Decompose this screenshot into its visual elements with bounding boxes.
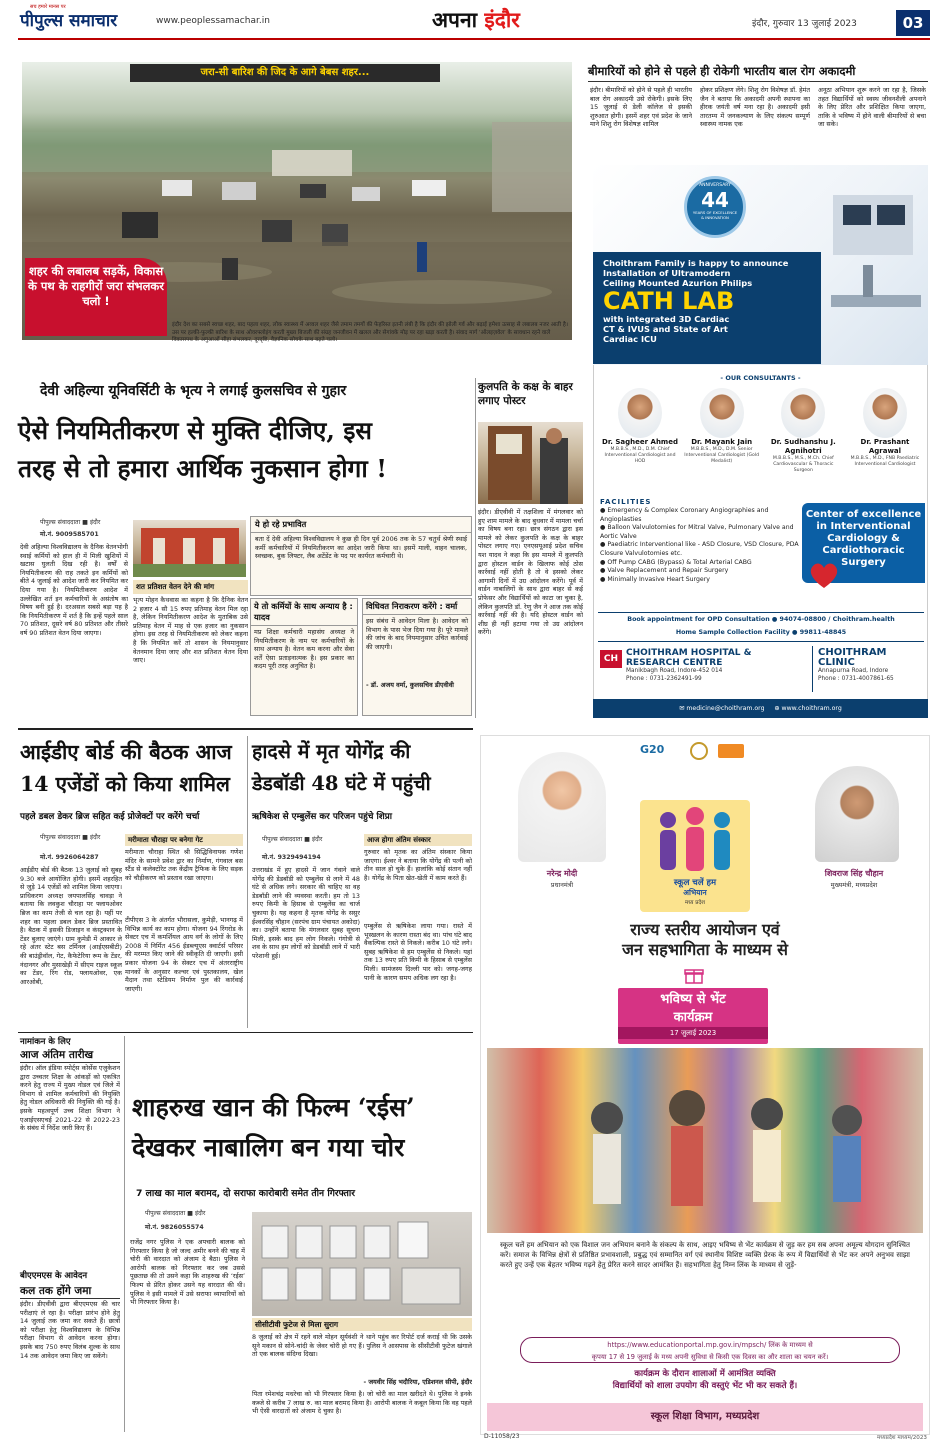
center-of-excellence-badge: Center of excellence in Interventional Cardiology & Cardiothoracic Surgery [802, 503, 925, 583]
heart-icon [808, 560, 840, 590]
facility-item: ● Paediatric Interventional like - ASD Closure, VSD Closure, PDA Closure Valvulotomies etc. [600, 541, 799, 557]
pm-name: नरेन्द्र मोदी [546, 869, 578, 878]
davv-subhead: शत प्रतिशत वेतन देने की मांग [133, 580, 248, 594]
education-portal-link[interactable]: https://www.educationportal.mp.gov.in/mpsch/ लिंक के माध्यम से कृपया 17 से 19 जुलाई के मध्य अपनी सुविधा से किसी एक दिवस का और शाला का चयन करें। [520, 1337, 900, 1363]
consultants-row [600, 388, 925, 494]
doctor-card[interactable] [845, 388, 925, 494]
poster-sidebar-title[interactable]: कुलपति के कक्ष के बाहर लगाए पोस्टर [478, 381, 573, 407]
section-title: अपना इंदौर [432, 7, 520, 32]
raees-sub-body: 8 जुलाई को क्षेत्र में रहने वाले मोहन सूर्यवंशी ने थाने पहुंच कर रिपोर्ट दर्ज कराई थी कि उसके सूने मकान से सोने-चांदी के जेवर चोरी हो गए हैं। पुलिस ने आसपास के सीसीटीवी फुटेज खंगाले तो एक बालक संदिग्ध दिखा। [252, 1333, 472, 1359]
poster-photo [478, 422, 583, 504]
facility-item: ● Off Pump CABG (Bypass) & Total Arterial CABG [600, 558, 752, 566]
ad-email[interactable]: medicine@choithram.org [686, 705, 765, 712]
govt-ad-body: स्कूल चलें हम अभियान को एक विशाल जन अभियान बनाने के संकल्प के साथ, आइए भविष्य से भेंट कार्यक्रम से जुड़ कर हम सब अपना अमूल्य योगदान सुनिश्चित करें। समाज के विभिन्न क्षेत्रों से प्रतिष्ठित प्रभावशाली, प्रबुद्ध एवं सम्मानित वर्ग एवं स्थानीय विशिष्ट व्यक्ति प्रेरक के रूप में विद्यार्थियों से भेंट कर अपने अनुभव साझा करते हुए उन्हें एक बेहतर भविष्य गढ़ने हेतु प्रेरित करने सादर आमंत्रित हैं। सहभागिता हेतु निम्न लिंक के माध्यम से जुड़ें- [500, 1241, 910, 1269]
facility-item: ● Emergency & Complex Coronary Angiographies and Angioplasties [600, 507, 769, 523]
yogendra-deck: ऋषिकेश से एम्बुलेंस कर परिजन पहुंचे शिप्रा [252, 812, 393, 822]
section-rule [18, 1032, 473, 1033]
poster-sidebar-body: इंदौर। डीएवीवी में तक्षशिला में मंगलवार को हुए शाम मामले के बाद बुधवार में मामला चर्चा का विषय बना रहा। छात्र संगठन द्वारा इस मामले को लेकर कुलपति के कक्ष के बाहर पोस्टर लगाए गए। एनएसयूआई प्रदेश सचिव यश यादव ने कहा कि इस मामले में कुलपति द्वारा होस्टल वार्डन के खिलाफ कोई ठोस कार्रवाई नहीं होती है तो वे इसको लेकर आगामी दिनों में उग्र आंदोलन करेंगे। पूर्व में वार्डन नाबालिगों के साथ द्वारा बाहर से कई प्रोफेसर और विद्यार्थियों को काटा जा चुका है, लेकिन कुलपति डॉ. रेणु जैन ने आज तक कोई कार्रवाई नहीं की है। यदि होस्टल वार्डन को शीघ्र ही नहीं हटाया गया तो उग्र आंदोलन करेंगे। [478, 508, 583, 637]
raees-deck: 7 लाख का माल बरामद, दो सराफा कारोबारी समेत तीन गिरफ्तार [136, 1188, 355, 1199]
ida-subhead: मरीमाता चौराहा पर बनेगा गेट [125, 834, 243, 846]
yogendra-body: उत्तराखंड में हुए हादसे में जान गंवाने वाले योगेंद्र की डेडबॉडी को एम्बुलेंस से लाने में 48 घंटे से अधिक लगे। सरकार की चाहिए था वह डेडबॉडी लाने की व्यवस्था करती। हम तो 13 रुपए किमी के हिसाब से एम्बुलेंस का चार्ज चुकाया है। यह कहना है मृतक योगेंद्र के ससुर ईश्वरसिंह चौहान (सरपंच ग्राम पंचायत अकोदा) का। उन्होंने बताया कि मंगलवार सुबह सूचना मिली, इसके बाद हम लोग निकले। गंगोत्री से शव के साथ हम लोगों को डेडबॉडी लाने में भारी परेशानी हुई। [252, 866, 360, 960]
website-link[interactable]: www.peoplessamachar.in [156, 16, 270, 26]
mp-emblem-icon [690, 742, 708, 760]
ch-logo-icon: CH [600, 650, 622, 668]
doctor-name: Dr. Sagheer Ahmed [602, 438, 678, 446]
health-brief-title-wrap [588, 62, 928, 82]
appointment-bar[interactable]: Book appointment for OPD Consultation ● 94074-08800 / Choithram.health Home Sample Collection Facility ● 99811-48845 [598, 612, 924, 642]
health-brief-col1: इंदौर। बीमारियों को होने से पहले ही भारतीय बाल रोग अकादमी उसे रोकेगी। इसके लिए 15 जुलाई से डेली कॉलेज से इसकी शुरुआत होगी। इसमें शहर एवं प्रदेश के जाने माने शिशु रोग विशेषज्ञ शामिल [590, 86, 692, 129]
school-education-dept-band: स्कूल शिक्षा विभाग, मध्यप्रदेश [487, 1403, 923, 1431]
raees-byline: पीपुल्स संवाददाता ■ इंदौर [145, 1210, 206, 1217]
bams-body: इंदौर। डीएवीवी द्वारा बीएएमएस की चार परीक्षाएं ले रहा है। परीक्षा प्रारंभ होने हेतु 14 जुलाई तक जमा कर सकते हैं। छात्रों को परीक्षा हेतु विश्वविद्यालय के विभिन्न परीक्षा विभाग से आवेदन करना होगा। इसके बाद 750 रुपए विलंब शुल्क के साथ 14 तक आवेदन जमा किए जा सकेंगे। [20, 1300, 120, 1360]
yogendra-body-2: एम्बुलेंस से ऋषिकेश लाया गया। रास्ते में भूस्खलन के कारण रास्ता बंद था। पांच घंटे बाद वैकल्पिक रास्ते से निकले। करीब 10 घंटे लगे। सुबह ऋषिकेश से हम एम्बुलेंस से निकले। यहां तक 13 रुपए प्रति किमी के हिसाब से एम्बुलेंस मिली। सामंजस्य दिल्ली पार को। जगह-जगह पानी के कारण समय अधिक लग रहा है। [364, 922, 472, 982]
facilities-list [600, 497, 800, 584]
facility-item: ● Balloon Valvulotomies for Mitral Valve, Pulmonary Valve and Aortic Valve [600, 524, 794, 540]
g20-logo: G20 [640, 743, 665, 756]
cm-name: शिवराज सिंह चौहान [824, 869, 884, 878]
ida-byline: पीपुल्स संवाददाता ■ इंदौर [40, 834, 101, 841]
abhiyan-logo: स्कूल चलें हम अभियान मध्य प्रदेश [640, 800, 750, 912]
nomination-kicker: नामांकन के लिए [20, 1037, 71, 1047]
bams-title[interactable]: कल तक होंगे जमा [20, 1284, 120, 1299]
doctor-degree: M.B.B.S., M.D., D.M. Senior Interventional Cardiologist (Gold Medalist) [684, 447, 760, 464]
doctor-photo [618, 388, 662, 438]
brand-logo[interactable]: पीपुल्स समाचार [20, 11, 118, 31]
column-divider [475, 378, 476, 718]
seized-goods-photo [252, 1212, 472, 1316]
davv-sub-body: भृत्य मोहन कैथवास का कहना है कि दैनिक वेतन 2 हजार 4 सौ 15 रुपए प्रतिमाह वेतन मिल रहा है, लेकिन नियमितीकरण आदेश के मुताबिक उसे प्रतिमाह वेतन में माह से एक हजार का नुकसान होगा। इस तरह से नियमितीकरण को लेकर कहना है कि नियमित करें तो शासन के नियमानुसार वेतनमान दिया जाए और शत प्रतिशत वेतन दिया जाए। [133, 596, 248, 665]
ida-mobile: मो.नं. 9926064287 [40, 854, 99, 861]
doctor-card[interactable] [682, 388, 762, 494]
davv-headline[interactable]: ऐसे नियमितीकरण से मुक्ति दीजिए, इस तरह से तो हमारा आर्थिक नुकसान होगा ! [18, 416, 387, 483]
facility-item: ● Minimally Invasive Heart Surgery [600, 575, 710, 583]
yogendra-headline[interactable]: हादसे में मृत योगेंद्र की डेडबॉडी 48 घंटे में पहुंची [252, 740, 431, 795]
davv-byline: पीपुल्स संवाददाता ■ इंदौर [40, 519, 101, 526]
doctor-card[interactable] [600, 388, 680, 494]
ad-contact-footer[interactable]: ✉ medicine@choithram.org ⊕ www.choithram.org [593, 699, 928, 718]
pm-title: प्रधानमंत्री [550, 881, 574, 889]
nomination-body: इंदौर। ऑल इंडिया स्पोर्ट्स कोर्सेस एजुकेशन द्वारा उच्चतर शिक्षा के आंकड़ों को एकत्रित करने हेतु राज्य में मुख्य नोडल एवं जिले में विभाग से शामिल कर्मचारियों की नियुक्ति हेतु नोडल अधिकारी की नियुक्ति की गई है। इसके महत्वपूर्ण उच्च शिक्षा विभाग ने एआईएसएचई 2021-22 से 2022-23 के संबंध में निर्देश जारी किए हैं। [20, 1064, 120, 1133]
yogendra-subhead: आज होगा अंतिम संस्कार [364, 834, 472, 846]
davv-mobile: मो.नं. 9009585701 [40, 531, 99, 538]
ida-sub-body: मरीमाता चौराहा स्थित श्री सिद्धिविनायक गणेश मंदिर के सामने प्रवेश द्वार का निर्माण, गंगवाल बस स्टैंड से कलेक्टोरेट तक केंद्रीय ट्रैफिक के लिए सड़क को चौड़ीकरण को प्रस्ताव रखा जाएगा। [125, 848, 243, 882]
ad-website[interactable]: www.choithram.org [781, 705, 842, 712]
azadi-logo-icon [718, 744, 744, 758]
ad-credit: मध्यप्रदेश माध्यम/2023 [876, 1435, 927, 1441]
doctor-name: Dr. Mayank Jain [691, 438, 753, 446]
column-divider [247, 736, 248, 1028]
cm-portrait [815, 766, 899, 862]
affected-box: ये हो रहे प्रभावित बता दें देवी अहिल्या विश्वविद्यालय ने कुछ ही दिन पूर्व 2006 तक के 57 चतुर्थ श्रेणी स्थाई कर्मी कर्मचारियों में नियमितीकरण का आदेश जारी किया था। इसमें माली, वाहन चालक, स्वच्छक, बुक लिफ्टर, लैब अटेंडेंट के पद पर कार्यरत कर्मचारी थे। [250, 516, 472, 596]
davv-kicker: देवी अहिल्या यूनिवर्सिटी के भृत्य ने लगाई कुलसचिव से गुहार [40, 383, 347, 399]
raees-mobile: मो.नं. 9826055574 [145, 1224, 204, 1231]
health-brief-title[interactable]: बीमारियों को होने से पहले ही रोकेगी भारतीय बाल रोग अकादमी [588, 64, 856, 78]
ida-body: आईडीए बोर्ड की बैठक 13 जुलाई को सुबह 9.30 बजे आयोजित होगी। इसमें शहरहित से जुड़े 14 एजेंडों को शामिल किया जाएगा। प्राधिकरण अध्यक्ष जयपालसिंह चावड़ा ने बताया कि लवकुश चौराहा पर फ्लायओवर ब्रिज का काम तेजी से चल रहा है। यहीं पर शहर का पहला डबल डेकर ब्रिज प्रस्तावित है। बैठक में इसकी डिजाइन व कंस्ट्रक्शन के टेंडर बुलाए जाएंगे। ग्राम कुमेडी में आकार ले रहे अंतर स्टेट बस टर्मिनल (आईएसबीटी) की बाउंड्रीवॉल, गेट, कैफेटेरिया रूम के टेंडर, नंदानगर और मुसाखेड़ी में सीएम राइज स्कूल का टेंडर, रिंग रोड, फ्लायओवर, एक आरओबी, [20, 866, 122, 986]
brand-tagline: सच हमारे मानस पर [30, 4, 66, 10]
ida-headline[interactable]: आईडीए बोर्ड की बैठक आज 14 एजेंडों को किया शामिल [20, 740, 232, 796]
ad-code: D-11058/23 [484, 1433, 520, 1440]
facilities-title: FACILITIES [600, 498, 652, 506]
raees-col2: पिता रमेशचंद्र मधरेचा को भी गिरफ्तार किया है। जो चोरी का माल खरीदते थे। पुलिस ने इनके कब्जे से करीब 7 लाख रु. का माल बरामद किया है। आरोपी बालक ने कबूल किया कि वह पहले भी ऐसी वारदातों को अंजाम दे चुका है। [252, 1390, 472, 1416]
photo-callout: शहर की लबालब सड़कें, विकास के पथ के राहगीरों जरा संभलकर चलो ! [25, 258, 167, 336]
section-rule [18, 728, 473, 730]
clinic-address-block: CHOITHRAM CLINIC Annapurna Road, Indore Phone : 0731-4007861-65 [818, 647, 894, 682]
yogendra-byline: पीपुल्स संवाददाता ■ इंदौर [262, 836, 323, 843]
gift-icon [684, 966, 704, 984]
doctor-photo [781, 388, 825, 438]
portal-url[interactable]: https://www.educationportal.mp.gov.in/mpsch/ लिंक के माध्यम से [607, 1341, 813, 1349]
yogendra-mobile: मो.नं. 9329494194 [262, 854, 321, 861]
raees-headline[interactable]: शाहरुख खान की फिल्म ‘रईस’ देखकर नाबालिग बन गया चोर [132, 1093, 415, 1162]
doctor-degree: M.B.B.S., M.D., D.M. Chief Interventional Cardiologist and HOD [604, 447, 676, 464]
rajya-heading: राज्य स्तरीय आयोजन एवं जन सहभागिता के माध्यम से [622, 920, 788, 959]
yogendra-sub-body: गुरुवार को मृतक का अंतिम संस्कार किया जाएगा। ईश्वर ने बताया कि योगेंद्र की पत्नी को तीन साल हो चुके हैं। हालांकि कोई संतान नहीं है। योगेंद्र के पिता खेत-खेती में काम करते हैं। [364, 848, 472, 882]
health-brief-col3: अनूठा अभियान शुरू करने जा रहा है, जिसके तहत विद्यार्थियों को स्वस्थ जीवनशैली अपनाने के लिए प्रेरित और प्रशिक्षित किया जाएगा, ताकि वे भविष्य में होने वाली बीमारियों से बचा जा सके। [818, 86, 926, 129]
hospital-address-block: CHOITHRAM HOSPITAL & RESEARCH CENTRE Manikbagh Road, Indore-452 014 Phone : 0731-2362491-99 [626, 648, 752, 682]
photo-caption: इंदौर देश का सबसे स्वच्छ शहर, बाद पहला शहर, लोक स्वास्थ्य में अव्वल शहर जैसे तमाम तमगों की फेहरिस्त इतनी लंबी है कि इंदौर की झोली गर्व और बढ़ाई हमेशा उत्साह से लबालब नजर आती है। उस पर हल्की-फुल्की बारिश के साथ ओवरफ्लोइंग करती मुख्य बिजली की संग्रह जनजीवन में खलल और सेगांवके मोड़ पर रहा खड़ा करती है। संवाद मार्ग ‘ऑलइज़वेल’ के सावधान रहने वाले विकासपथ के अगुआओं सीहा संभलकर, दूरदृष्टि, वैज्ञानिक सोचके साथ बढ़ते चलो। [172, 322, 568, 344]
children-silhouette-icon [640, 800, 750, 880]
yadav-quote-box: ये तो कर्मियों के साथ अन्याय है : यादव मप्र शिक्षा कर्मचारी महासंघ अध्यक्ष ने नियमितीकरण के नाम पर कर्मचारियों के साथ अन्याय है। वेतन कम करना और सेवा शर्तें ऐसा प्रताड़नात्मक है। इस प्रकार का कदम पूरी तरह अनुचित है। [250, 598, 358, 716]
doctor-degree: M.B.B.S., M.D., FNB Paediatric Interventional Cardiologist [850, 456, 920, 467]
doctor-degree: M.B.B.S., M.S., M.Ch. Chief Cardiovascular & Thoracic Surgeon [772, 456, 834, 473]
raees-sign: - जयवीर सिंह भदौरिया, एडिशनल सीपी, इंदौर [363, 1378, 472, 1386]
raees-subhead: सीसीटीवी फुटेज से मिला सुराग [252, 1318, 472, 1331]
page-number: 03 [896, 10, 930, 36]
bams-kicker: बीएएमएस के आवेदन [20, 1271, 88, 1281]
divider [812, 646, 813, 692]
doctor-photo [863, 388, 907, 438]
nomination-title[interactable]: आज अंतिम तारीख [20, 1048, 120, 1063]
doctor-name: Dr. Sudhanshu J. Agnihotri [770, 438, 836, 455]
photo-banner: जरा-सी बारिश की जिद के आगे बेबस शहर... [130, 64, 440, 82]
cathlab-text: Choithram Family is happy to announce Installation of Ultramodern Ceiling Mounted Azurion Philips CATH LAB with integrated 3D Cardiac CT & IVUS and State of Art Cardiac ICU [603, 258, 818, 344]
verma-quote-box: विधिवत निराकरण करेंगे : वर्मा इस संबंध में आवेदन मिला है। आवेदन को विभाग के पास भेज दिया गया है। पूरे मामले की जांच के बाद नियमानुसार उचित कार्रवाई की जाएगी। - डॉ. अजय वर्मा, कुलसचिव डीएवीवी [362, 598, 472, 716]
anniversary-badge: ANNIVERSARY 44 YEARS OF EXCELLENCE & INNOVATION [684, 176, 746, 238]
govt-ad-footer-note: कार्यक्रम के दौरान शालाओं में आमंत्रित व्यक्ति विद्यार्थियों को शाला उपयोग की वस्तुएं भेंट भी कर सकते हैं। [612, 1369, 798, 1391]
consultants-title: - OUR CONSULTANTS - [720, 374, 801, 382]
doctor-photo [700, 388, 744, 438]
pm-portrait [518, 752, 606, 862]
bhavishya-se-bhent-banner: भविष्य से भेंट कार्यक्रम 17 जुलाई 2023 [618, 988, 768, 1044]
doctor-card[interactable] [763, 388, 843, 494]
dateline: इंदौर, गुरुवार 13 जुलाई 2023 [752, 19, 857, 29]
ida-body-2: टीपीएस 3 के अंतर्गत भौरासला, कुमेड़ी, भानगढ़ में विभिन्न कार्य का काम होगा। योजना 94 रिंगरोड के सेक्टर एच में कमर्शियल आय वर्ग के लोगों के लिए 2008 में निर्मित 456 ईडब्ल्यूएस क्वार्टर्स परिसर की मरम्मत किए जाने की स्वीकृति दी जाएगी। इसी प्रकार योजना 94 के सेक्टर एच में अंतरराष्ट्रीय मानकों के अनुसार कल्चर एवं पुस्तकालय, खेल मैदान तथा स्टेडियम निर्माण पुल की कार्रवाई जाएगी। [125, 916, 243, 993]
facility-item: ● Valve Replacement and Repair Surgery [600, 567, 729, 575]
ida-deck: पहले डबल डेकर ब्रिज सहित कई प्रोजेक्टों पर करेंगे चर्चा [20, 812, 200, 822]
cathlab-heading: CATH LAB [603, 287, 735, 315]
davv-campus-photo [133, 520, 246, 577]
health-brief-col2: होकर प्रशिक्षण लेंगे। शिशु रोग विशेषज्ञ डॉ. हेमंत जैन ने बताया कि अकादमी अपनी स्थापना का हीरक जयंती वर्ष मना रहा है। अकादमी इसी तारतम्य में जनकल्याण के लिए संकल्प सम्पूर्ण स्वास्थ्य नामक एक [700, 86, 810, 129]
davv-body: देवी अहिल्या विश्वविद्यालय के दैनिक वेतनभोगी स्थाई कर्मियों को हाल ही में मिली खुशियों में खटास घुलती दिख रही है। वर्षों से नियमितीकरण की राह तकते इन कर्मियों को बीते 4 जुलाई को आदेश जारी कर नियमित कर दिया गया है। नियमितीकरण आदेश में उल्लेखित शर्त इन कर्मचारियों के असंतोष का विषय बनी हुई है। दरअसल सबसे बड़ा यह है कि नियमितीकरण में शर्त है कि इन्हें पहले साल 70 प्रतिशत, दूसरे वर्ष 80 प्रतिशत और तीसरे वर्ष 90 प्रतिशत वेतन दिया जाएगा। [20, 543, 128, 637]
doctor-name: Dr. Prashant Agrawal [860, 438, 910, 455]
children-painting-artwork [487, 1048, 923, 1233]
column-divider [124, 1036, 125, 1432]
cm-title: मुख्यमंत्री, मध्यप्रदेश [830, 881, 878, 889]
raees-body: राजेंद्र नगर पुलिस ने एक अपचारी बालक को गिरफ्तार किया है जो जल्द अमीर बनने की चाह में चोरी की वारदात को अंजाम दे बैठा। पुलिस ने आरोपी बालक को गिरफ्तार कर जब उससे पूछताछ की तो उसने कहा कि शाहरुख की ‘रईस’ फिल्म से प्रेरित होकर उसने यह वारदात की थी। पुलिस ने इसी मामले में उसे सराफा व्यापारियों को भी गिरफ्तार किया है। [130, 1238, 245, 1307]
